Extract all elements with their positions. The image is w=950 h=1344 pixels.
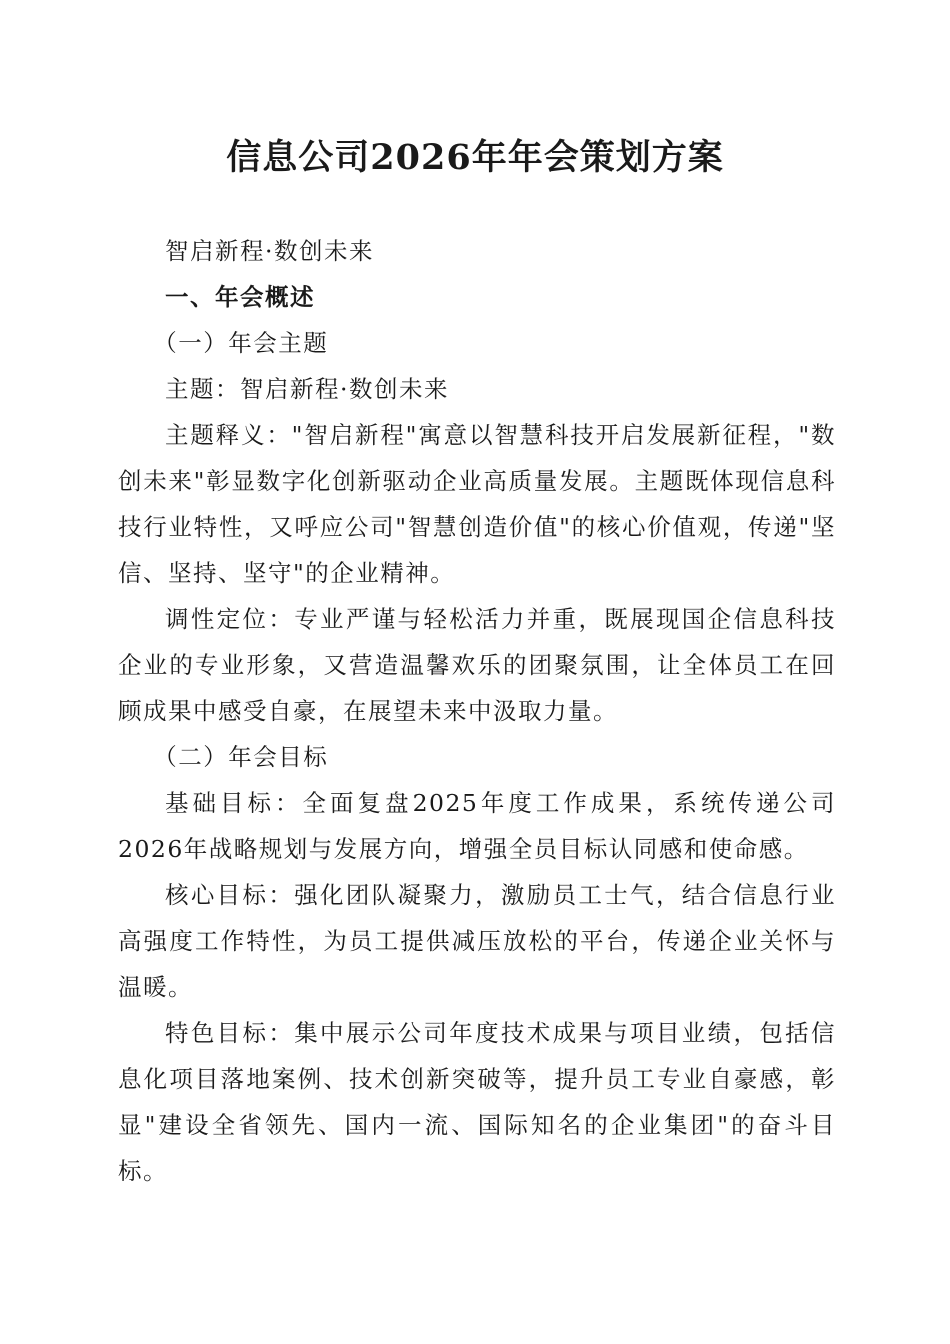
theme-line: 主题：智启新程·数创未来 (165, 375, 449, 403)
subsection-heading-theme: （一）年会主题 (153, 329, 329, 357)
theme-meaning-paragraph: 主题释义："智启新程"寓意以智慧科技开启发展新征程，"数创未来"彰显数字化创新驱动企业高质量发展。主题既体现信息科技行业特性，又呼应公司"智慧创造价值"的核心价值观，传递"坚信、坚持、坚守"的企业精神。 (118, 421, 836, 587)
section-heading-overview: 一、年会概述 (165, 283, 315, 311)
slogan-line: 智启新程·数创未来 (165, 237, 374, 265)
document-body (118, 228, 836, 1194)
basic-goal-paragraph: 基础目标：全面复盘2025年度工作成果，系统传递公司2026年战略规划与发展方向，增强全员目标认同感和使命感。 (118, 789, 836, 863)
core-goal-paragraph: 核心目标：强化团队凝聚力，激励员工士气，结合信息行业高强度工作特性，为员工提供减压放松的平台，传递企业关怀与温暖。 (118, 881, 836, 1001)
tone-positioning-paragraph: 调性定位：专业严谨与轻松活力并重，既展现国企信息科技企业的专业形象，又营造温馨欢乐的团聚氛围，让全体员工在回顾成果中感受自豪，在展望未来中汲取力量。 (118, 605, 836, 725)
subsection-heading-goals: （二）年会目标 (153, 743, 329, 771)
special-goal-paragraph: 特色目标：集中展示公司年度技术成果与项目业绩，包括信息化项目落地案例、技术创新突破等，提升员工专业自豪感，彰显"建设全省领先、国内一流、国际知名的企业集团"的奋斗目标。 (118, 1019, 836, 1185)
document-title: 信息公司2026年年会策划方案 (226, 137, 724, 178)
